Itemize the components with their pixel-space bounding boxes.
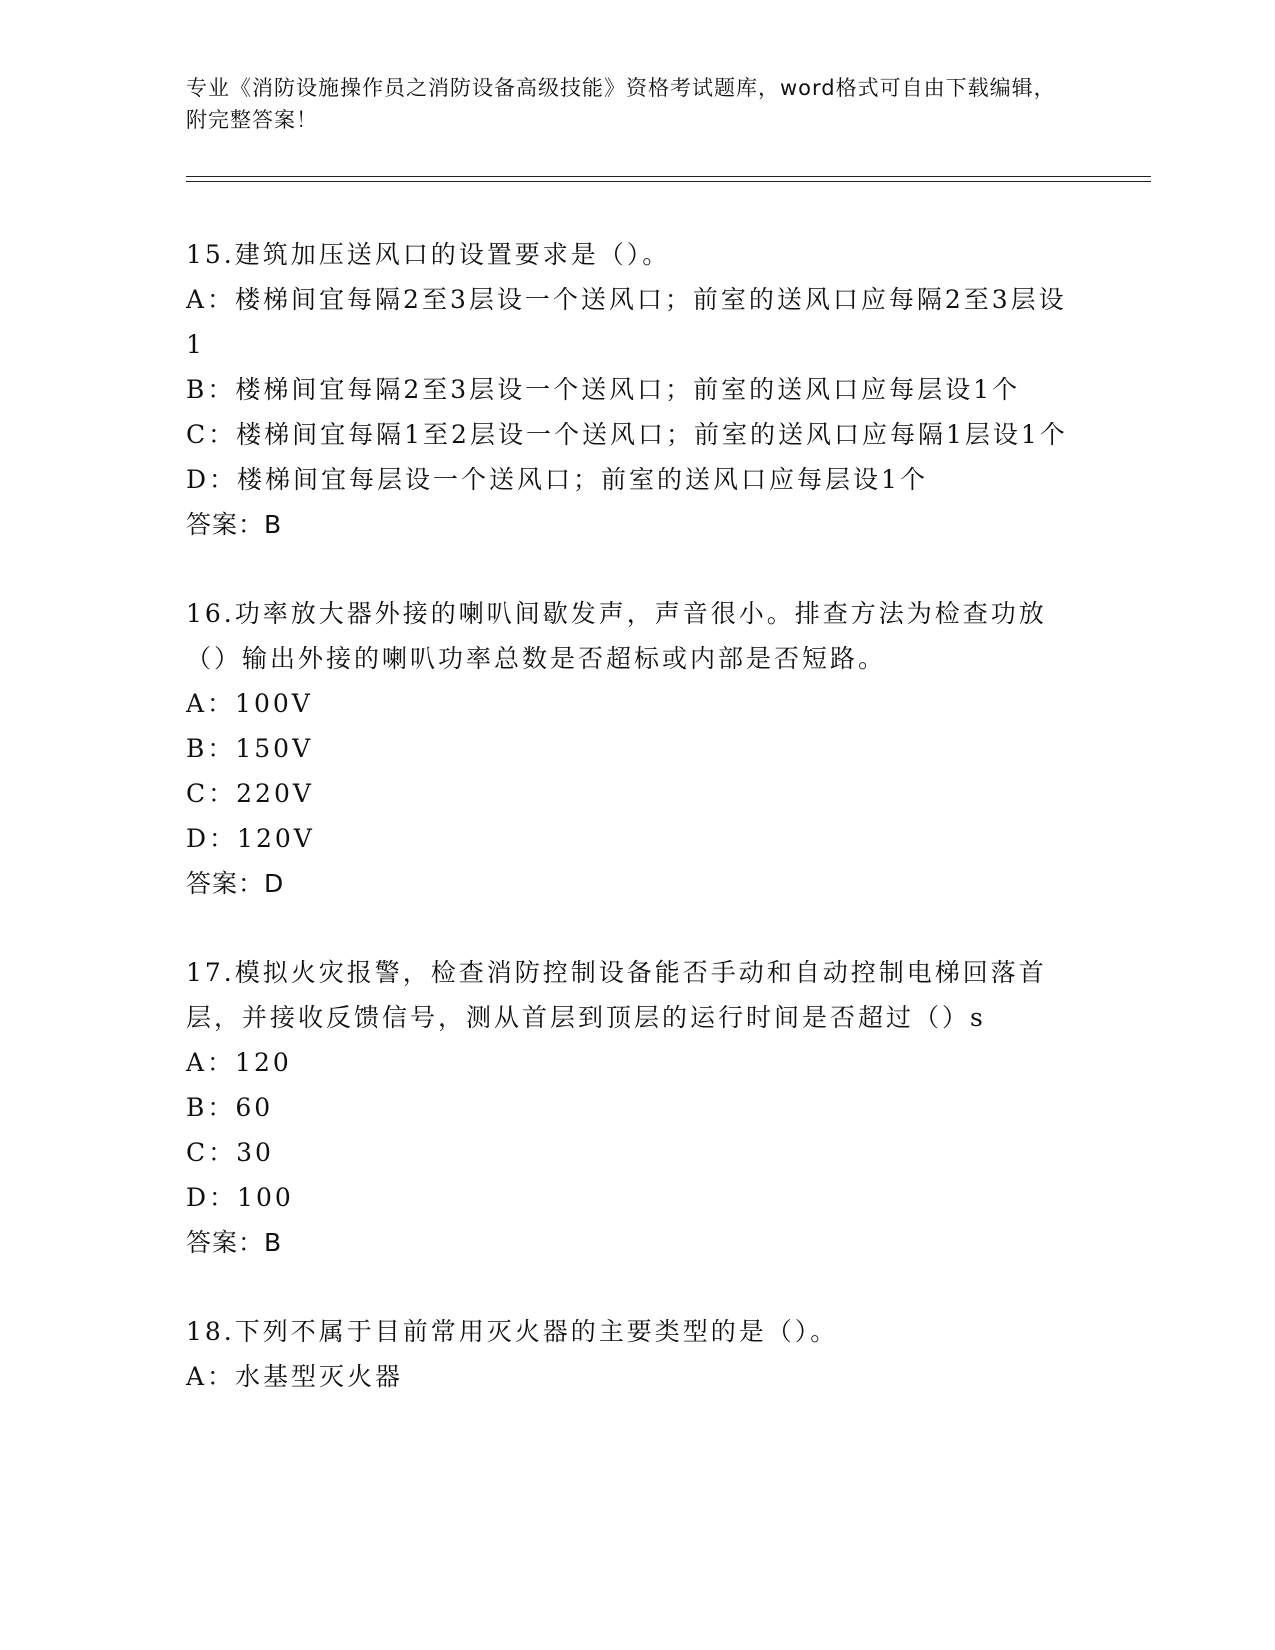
- option-a: A：120: [186, 1048, 292, 1077]
- question-stem: 16.功率放大器外接的喇叭间歇发声，声音很小。排查方法为检查功放（）输出外接的喇叭功率总数是否超标或内部是否短路。: [186, 599, 1047, 673]
- answer-text: 答案：D: [186, 869, 285, 898]
- option-d: D：楼梯间宜每层设一个送风口；前室的送风口应每层设1个: [186, 465, 928, 494]
- question-18: [186, 1309, 1076, 1399]
- option-a: A：楼梯间宜每隔2至3层设一个送风口；前室的送风口应每隔2至3层设1: [186, 285, 1067, 359]
- option-b: B：60: [186, 1093, 274, 1122]
- option-c: C：220V: [186, 779, 314, 808]
- option-c: C：30: [186, 1138, 274, 1167]
- option-d: D：120V: [186, 824, 315, 853]
- question-list: [186, 232, 1076, 1443]
- question-17: [186, 950, 1076, 1265]
- question-stem: 15.建筑加压送风口的设置要求是（）。: [186, 240, 671, 269]
- question-stem: 17.模拟火灾报警，检查消防控制设备能否手动和自动控制电梯回落首层，并接收反馈信号，测从首层到顶层的运行时间是否超过（）s: [186, 958, 1047, 1032]
- answer-text: 答案：B: [186, 1228, 283, 1257]
- option-a: A：100V: [186, 689, 313, 718]
- option-a: A：水基型灭火器: [186, 1362, 404, 1391]
- header-divider-bottom: [186, 181, 1151, 182]
- option-b: B：150V: [186, 734, 314, 763]
- answer-text: 答案：B: [186, 510, 283, 539]
- question-stem: 18.下列不属于目前常用灭火器的主要类型的是（）。: [186, 1317, 839, 1346]
- page-header-text: 专业《消防设施操作员之消防设备高级技能》资格考试题库，word格式可自由下载编辑，附完整答案！: [186, 76, 1056, 132]
- header-divider-top: [186, 176, 1151, 177]
- question-16: [186, 591, 1076, 906]
- option-b: B：楼梯间宜每隔2至3层设一个送风口；前室的送风口应每层设1个: [186, 375, 1021, 404]
- option-d: D：100: [186, 1183, 294, 1212]
- question-15: [186, 232, 1076, 547]
- option-c: C：楼梯间宜每隔1至2层设一个送风口；前室的送风口应每隔1层设1个: [186, 420, 1068, 449]
